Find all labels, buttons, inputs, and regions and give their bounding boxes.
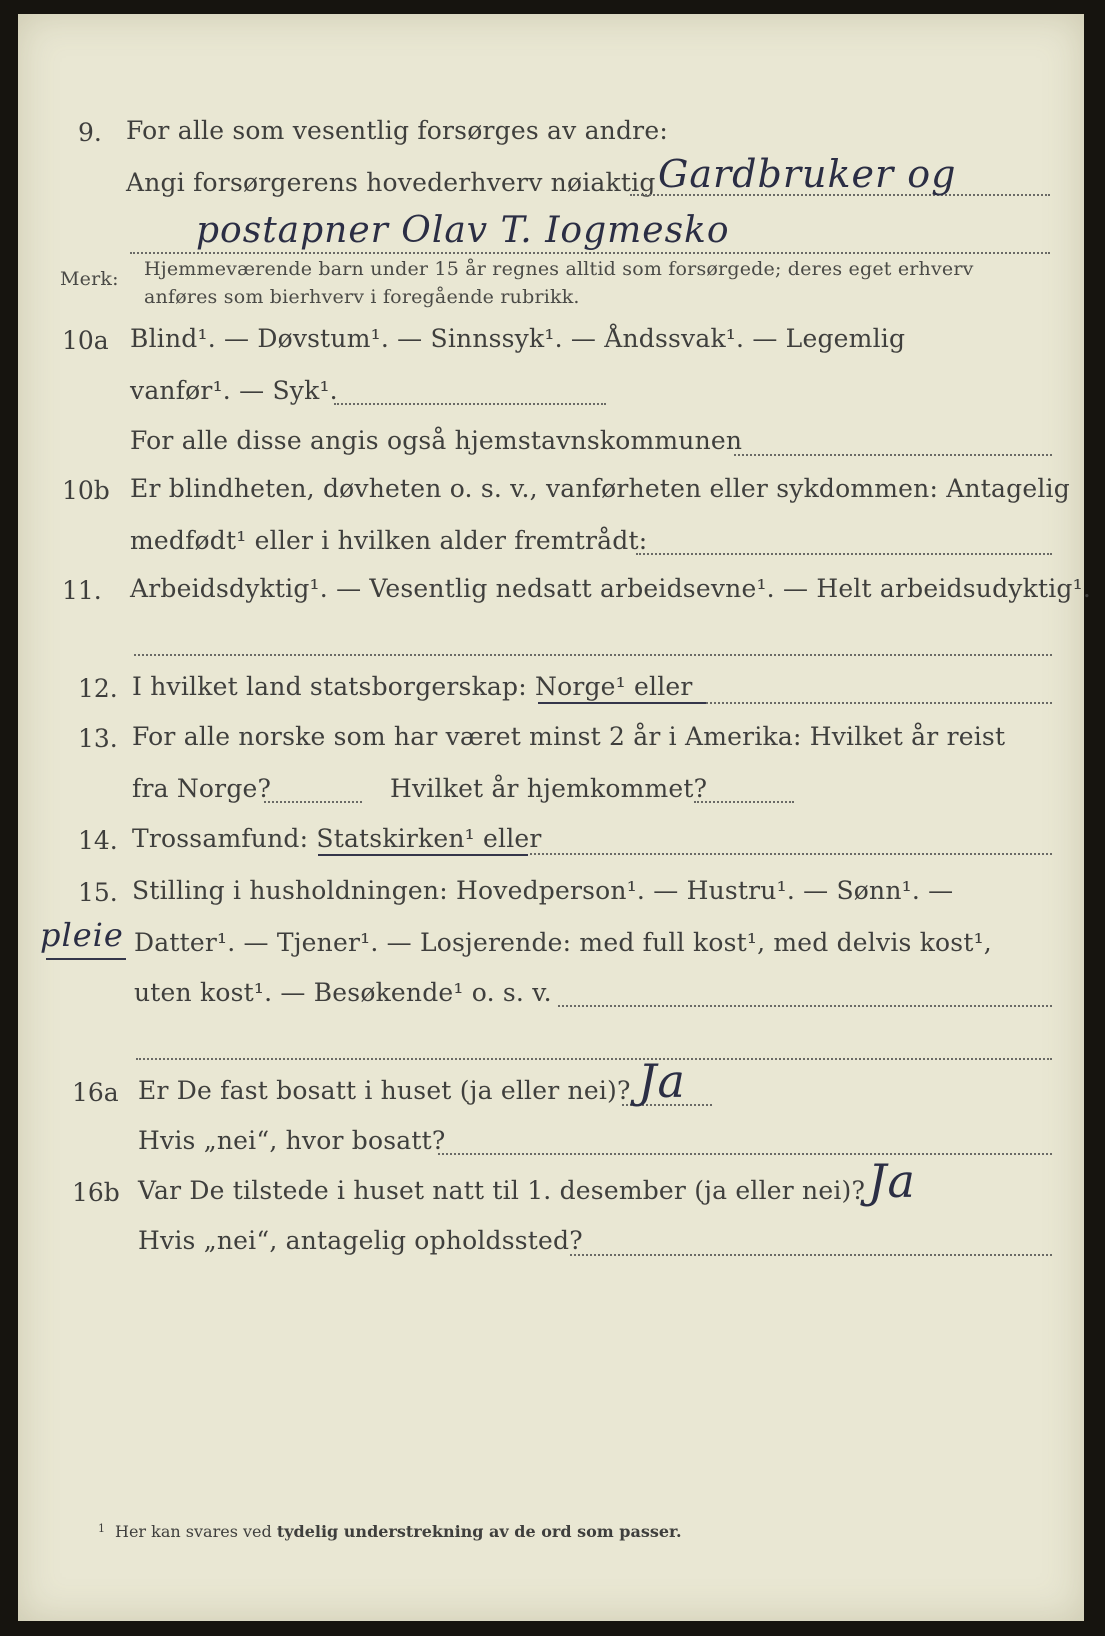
- q9-handwritten-answer-1: Gardbruker og: [658, 152, 957, 196]
- footnote-text-b: tydelig understrekning av de ord som passer.: [276, 1522, 682, 1541]
- q9-dotted-line-2: [130, 252, 1050, 254]
- q10a-line2: vanfør¹. — Syk¹.: [130, 376, 338, 405]
- q11-line1: Arbeidsdyktig¹. — Vesentlig nedsatt arbeidsevne¹. — Helt arbeidsudyktig¹.: [130, 574, 1091, 603]
- q10a-dotted-line-2: [734, 454, 1052, 456]
- q9-line1: For alle som vesentlig forsørges av andre:: [126, 116, 668, 145]
- q14-dotted-line: [530, 853, 1052, 855]
- q15-margin-note: pleie: [40, 916, 124, 954]
- q10b-line1: Er blindheten, døvheten o. s. v., vanførheten eller sykdommen: Antagelig: [130, 474, 1070, 503]
- note-line2: anføres som bierhverv i foregående rubrikk.: [144, 286, 580, 308]
- q10a-line1: Blind¹. — Døvstum¹. — Sinnssyk¹. — Åndssvak¹. — Legemlig: [130, 324, 906, 353]
- q13-dotted-line-1: [264, 801, 362, 803]
- q13-line2b: Hvilket år hjemkommet?: [390, 774, 708, 803]
- footnote: [98, 1522, 682, 1541]
- q10b-dotted-line: [636, 553, 1052, 555]
- q10b-line2: medfødt¹ eller i hvilken alder fremtrådt:: [130, 526, 648, 555]
- q10b-number: 10b: [62, 476, 110, 505]
- q13-line1: For alle norske som har været minst 2 år i Amerika: Hvilket år reist: [132, 722, 1006, 751]
- q9-number: 9.: [78, 118, 102, 147]
- q11-dotted-line: [134, 654, 1052, 656]
- q9-line2: Angi forsørgerens hovederhverv nøiaktig: [126, 168, 656, 197]
- q16b-line2: Hvis „nei“, antagelig opholdssted?: [138, 1226, 583, 1255]
- q15-line1: Stilling i husholdningen: Hovedperson¹. — Hustru¹. — Sønn¹. —: [132, 876, 954, 905]
- q12-number: 12.: [78, 674, 118, 703]
- q15-dotted-line-2: [136, 1058, 1052, 1060]
- q15-number: 15.: [78, 878, 118, 907]
- q16b-number: 16b: [72, 1178, 120, 1207]
- q13-number: 13.: [78, 724, 118, 753]
- q15-dotted-line-1: [558, 1005, 1052, 1007]
- note-label: Merk:: [60, 268, 119, 290]
- q12-dotted-line: [706, 702, 1052, 704]
- q16a-handwritten-answer: Ja: [638, 1054, 686, 1108]
- q14-number: 14.: [78, 826, 118, 855]
- q14-underline-statskirken: [318, 854, 528, 856]
- q10a-number: 10a: [62, 326, 109, 355]
- footnote-mark: 1: [98, 1522, 105, 1535]
- q12-underline-norge: [538, 702, 708, 704]
- footnote-text-a: Her kan svares ved: [115, 1522, 272, 1541]
- q9-handwritten-answer-2: postapner Olav T. Iogmesko: [196, 210, 730, 251]
- q15-margin-underline: [46, 958, 126, 960]
- note-line1: Hjemmeværende barn under 15 år regnes alltid som forsørgede; deres eget erhverv: [144, 258, 974, 280]
- q16a-line2: Hvis „nei“, hvor bosatt?: [138, 1126, 446, 1155]
- census-form-page: [18, 14, 1091, 1621]
- q16a-number: 16a: [72, 1078, 119, 1107]
- q11-number: 11.: [62, 576, 102, 605]
- q10a-line3: For alle disse angis også hjemstavnskommunen: [130, 426, 743, 455]
- q15-line2: Datter¹. — Tjener¹. — Losjerende: med full kost¹, med delvis kost¹,: [134, 928, 992, 957]
- q16b-dotted-line: [570, 1254, 1052, 1256]
- q13-line2a: fra Norge?: [132, 774, 272, 803]
- q10a-dotted-line-1: [334, 403, 606, 405]
- q15-line3: uten kost¹. — Besøkende¹ o. s. v.: [134, 978, 552, 1007]
- q12-line1: I hvilket land statsborgerskap: Norge¹ eller: [132, 672, 693, 701]
- q16b-line1: Var De tilstede i huset natt til 1. desember (ja eller nei)?: [138, 1176, 866, 1205]
- q14-line1: Trossamfund: Statskirken¹ eller: [132, 824, 542, 853]
- q13-dotted-line-2: [694, 801, 794, 803]
- q16a-dotted-line-2: [438, 1153, 1052, 1155]
- q16b-handwritten-answer: Ja: [868, 1154, 916, 1208]
- q16a-line1: Er De fast bosatt i huset (ja eller nei)?: [138, 1076, 631, 1105]
